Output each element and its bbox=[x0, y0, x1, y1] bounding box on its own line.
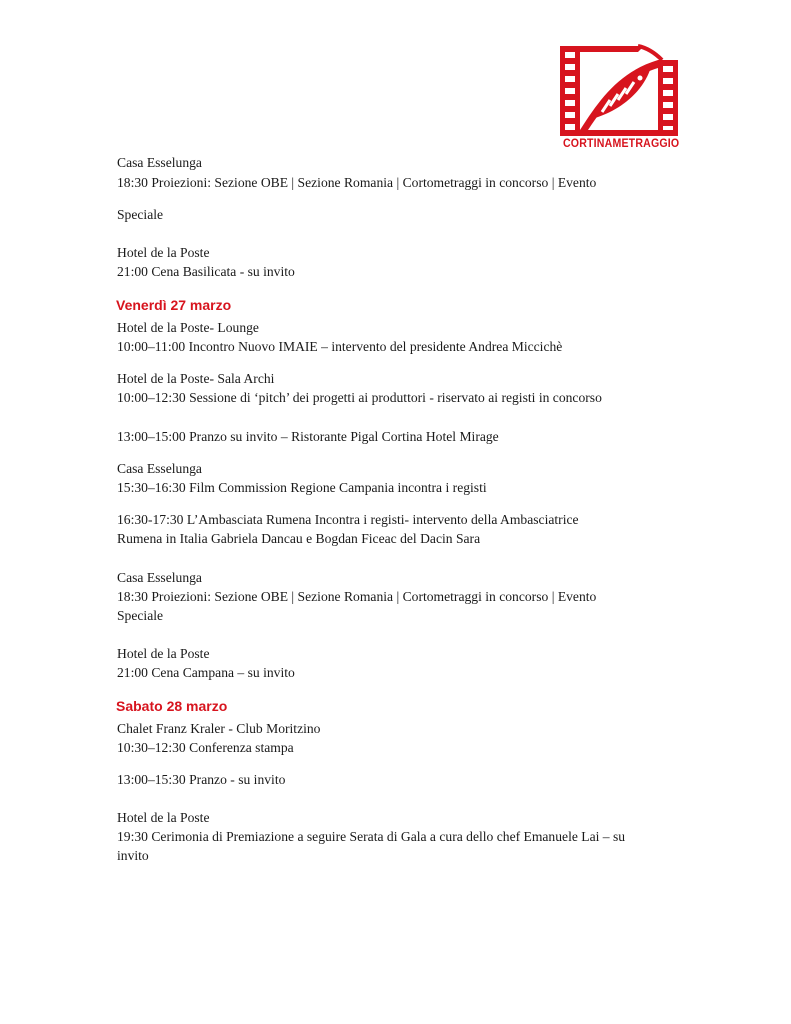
film-strip-fish-icon bbox=[558, 42, 682, 138]
venue-line: Chalet Franz Kraler - Club Moritzino bbox=[117, 721, 321, 736]
day-heading-friday: Venerdì 27 marzo bbox=[116, 297, 232, 313]
event-line: Rumena in Italia Gabriela Dancau e Bogdan Ficeac del Dacin Sara bbox=[117, 531, 481, 546]
event-line: 10:00–12:30 Sessione di ‘pitch’ dei progetti ai produttori - riservato ai registi in concorso bbox=[117, 390, 602, 405]
venue-line: Hotel de la Poste bbox=[117, 646, 210, 661]
event-line: Speciale bbox=[117, 608, 164, 623]
event-line: 10:00–11:00 Incontro Nuovo IMAIE – intervento del presidente Andrea Miccichè bbox=[117, 339, 563, 354]
venue-line: Hotel de la Poste bbox=[117, 245, 210, 260]
event-line: invito bbox=[117, 848, 149, 863]
venue-line: Hotel de la Poste- Sala Archi bbox=[117, 371, 275, 386]
day-heading-saturday: Sabato 28 marzo bbox=[116, 698, 228, 714]
event-line: Speciale bbox=[117, 207, 164, 222]
event-line: 13:00–15:00 Pranzo su invito – Ristorante Pigal Cortina Hotel Mirage bbox=[117, 429, 499, 444]
event-line: 13:00–15:30 Pranzo - su invito bbox=[117, 772, 286, 787]
event-line: 10:30–12:30 Conferenza stampa bbox=[117, 740, 294, 755]
event-line: 15:30–16:30 Film Commission Regione Campania incontra i registi bbox=[117, 480, 487, 495]
event-line: 21:00 Cena Campana – su invito bbox=[117, 665, 295, 680]
venue-line: Casa Esselunga bbox=[117, 155, 202, 170]
venue-line: Casa Esselunga bbox=[117, 461, 202, 476]
event-line: 16:30-17:30 L’Ambasciata Rumena Incontra i registi- intervento della Ambasciatrice bbox=[117, 512, 579, 527]
cortinametraggio-logo bbox=[558, 42, 682, 158]
venue-line: Hotel de la Poste bbox=[117, 810, 210, 825]
event-line: 18:30 Proiezioni: Sezione OBE | Sezione Romania | Cortometraggi in concorso | Evento bbox=[117, 589, 597, 604]
event-line: 18:30 Proiezioni: Sezione OBE | Sezione Romania | Cortometraggi in concorso | Evento bbox=[117, 175, 597, 190]
venue-line: Hotel de la Poste- Lounge bbox=[117, 320, 259, 335]
event-line: 21:00 Cena Basilicata - su invito bbox=[117, 264, 295, 279]
venue-line: Casa Esselunga bbox=[117, 570, 202, 585]
event-line: 19:30 Cerimonia di Premiazione a seguire Serata di Gala a cura dello chef Emanuele Lai – su bbox=[117, 829, 626, 844]
logo-text: CORTINAMETRAGGIO bbox=[562, 138, 680, 150]
